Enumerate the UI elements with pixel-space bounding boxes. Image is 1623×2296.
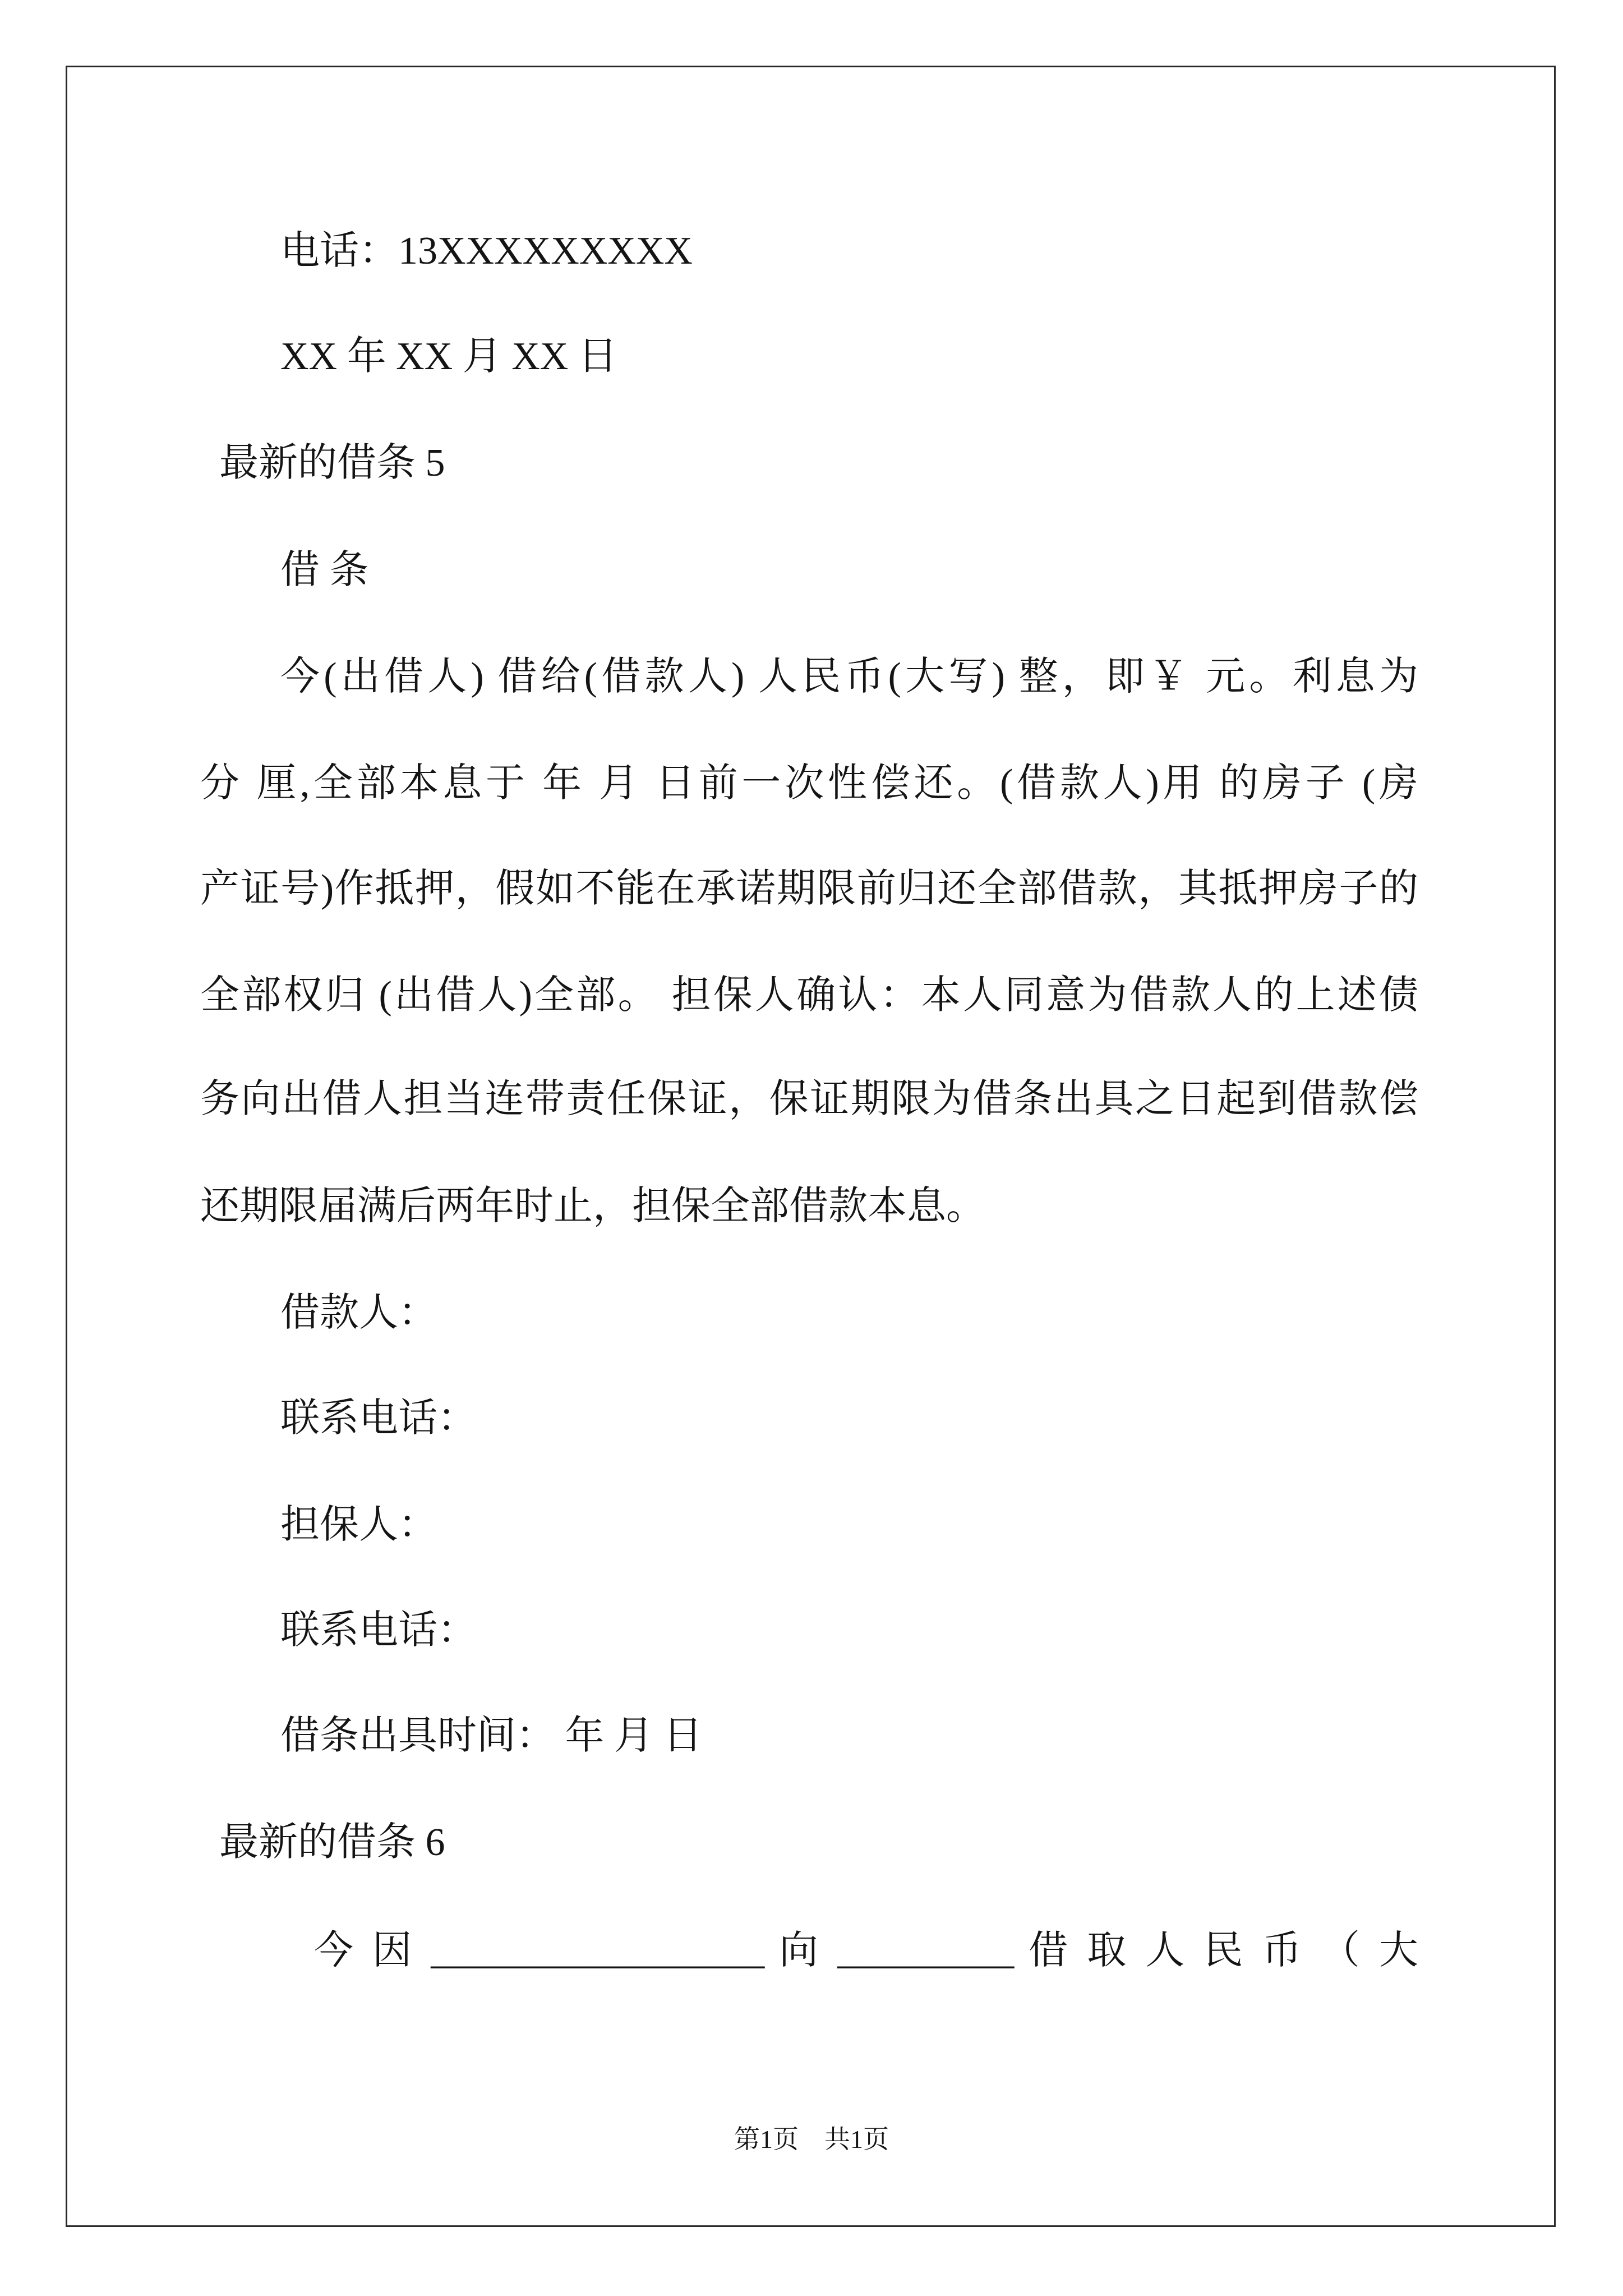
phone-line: 电话：13XXXXXXXXX — [280, 229, 693, 273]
page-border — [66, 66, 1556, 2227]
body-paragraph-line: 全部权归 (出借人)全部。 担保人确认：本人同意为借款人的上述债 — [200, 974, 1418, 1017]
body-paragraph-line: 还期限届满后两年时止，担保全部借款本息。 — [200, 1185, 985, 1228]
guarantor-label: 担保人： — [280, 1503, 437, 1547]
borrower-label: 借款人： — [280, 1291, 437, 1335]
page-number-footer: 第1页 共1页 — [734, 2125, 889, 2154]
issue-date-label: 借条出具时间： 年 月 日 — [280, 1714, 703, 1757]
guarantor-phone-label: 联系电话： — [280, 1609, 477, 1652]
iou-heading: 借 条 — [280, 549, 369, 592]
blank-fill-line: 今 因 _________________ 向 _________ 借 取 人 民 币 （ 大 — [314, 1929, 1418, 1972]
borrower-phone-label: 联系电话： — [280, 1397, 477, 1440]
section-title-5: 最新的借条 5 — [219, 441, 445, 485]
date-line: XX 年 XX 月 XX 日 — [280, 335, 617, 378]
body-paragraph-line: 分 厘,全部本息于 年 月 日前一次性偿还。(借款人)用 的房子 (房 — [200, 762, 1418, 805]
body-paragraph-line: 务向出借人担当连带责任保证，保证期限为借条出具之日起到借款偿 — [200, 1078, 1418, 1121]
body-paragraph-line: 产证号)作抵押，假如不能在承诺期限前归还全部借款，其抵押房子的 — [200, 867, 1418, 910]
body-paragraph-line: 今(出借人) 借给(借款人) 人民币(大写) 整，即￥ 元。利息为 — [280, 655, 1418, 698]
section-title-6: 最新的借条 6 — [219, 1821, 445, 1864]
